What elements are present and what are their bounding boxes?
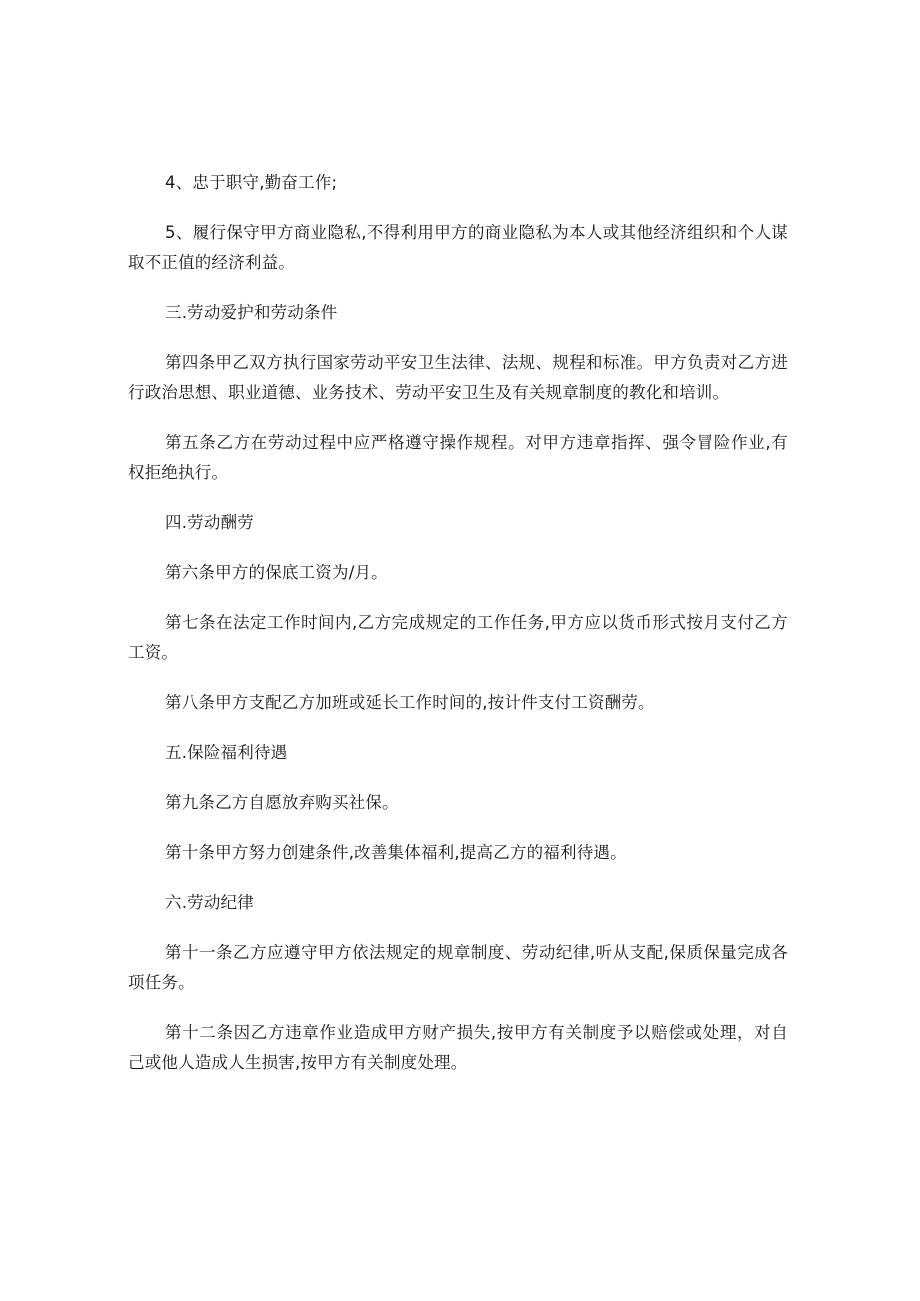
- clause-5-confidentiality: 5、履行保守甲方商业隐私,不得利用甲方的商业隐私为本人或其他经济组织和个人谋取不正值的经济利益。: [128, 223, 788, 272]
- article-12: 第十二条因乙方违章作业造成甲方财产损失,按甲方有关制度予以赔偿或处理，对自己或他人造成人生损害,按甲方有关制度处理。: [128, 1023, 788, 1072]
- section-heading-labor-discipline: 六.劳动纪律: [165, 893, 254, 912]
- article-11: 第十一条乙方应遵守甲方依法规定的规章制度、劳动纪律,听从支配,保质保量完成各项任务。: [128, 943, 788, 992]
- article-4: 第四条甲乙双方执行国家劳动平安卫生法律、法规、规程和标准。甲方负责对乙方进行政治思想、职业道德、业务技术、劳动平安卫生及有关规章制度的教化和培训。: [128, 353, 788, 402]
- section-heading-labor-protection: 三.劳动爱护和劳动条件: [165, 303, 338, 322]
- section-heading-remuneration: 四.劳动酬劳: [165, 513, 254, 532]
- clause-4-diligence: 4、忠于职守,勤奋工作;: [165, 173, 338, 192]
- article-9: 第九条乙方自愿放弃购买社保。: [165, 793, 399, 812]
- article-5: 第五条乙方在劳动过程中应严格遵守操作规程。对甲方违章指挥、强令冒险作业,有权拒绝执行。: [128, 433, 788, 482]
- article-10: 第十条甲方努力创建条件,改善集体福利,提高乙方的福利待遇。: [165, 843, 627, 862]
- article-7: 第七条在法定工作时间内,乙方完成规定的工作任务,甲方应以货币形式按月支付乙方工资。: [128, 613, 788, 662]
- article-8: 第八条甲方支配乙方加班或延长工作时间的,按计件支付工资酬劳。: [165, 693, 655, 712]
- section-heading-insurance-welfare: 五.保险福利待遇: [165, 743, 288, 762]
- article-6: 第六条甲方的保底工资为/月。: [165, 563, 388, 582]
- document-body: [128, 168, 788, 1098]
